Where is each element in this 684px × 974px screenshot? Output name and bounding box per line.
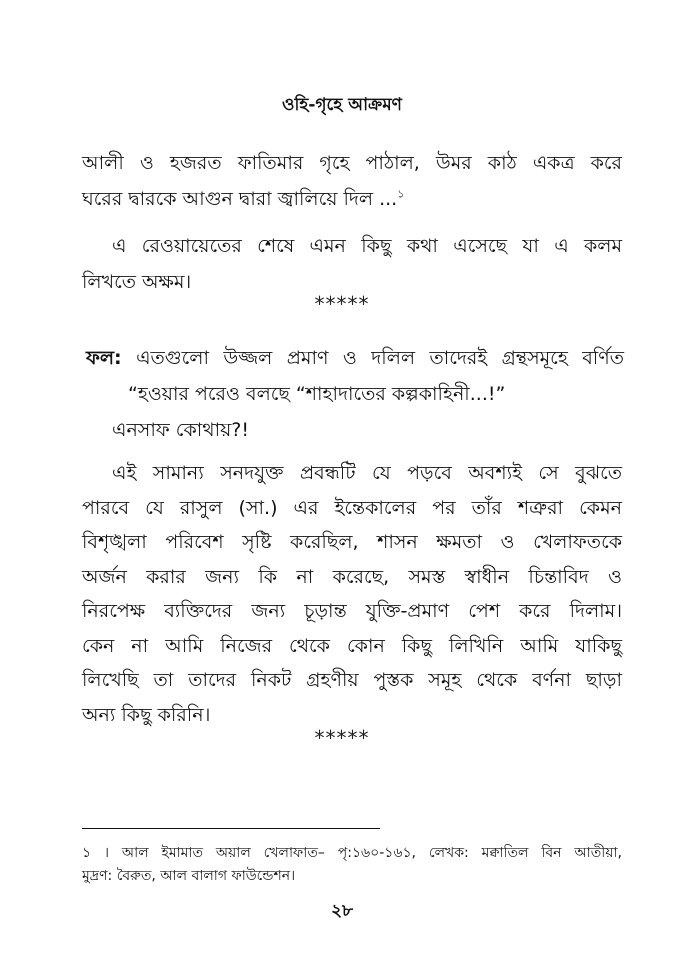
result-paragraph (86, 340, 624, 412)
section-separator: ***** (314, 292, 370, 316)
running-head: ওহি-গৃহে আক্রমণ (282, 95, 402, 115)
question-paragraph (82, 412, 622, 448)
result-line-2: “হওয়ার পরেও বলছে “শাহাদাতের কল্পকাহিনী...!” (128, 383, 506, 405)
footnote-line-2: মুদ্রণ: বৈরুত, আল বালাগ ফাউন্ডেশন। (82, 868, 296, 884)
paragraph-3-line-8: অন্য কিছু করিনি। (82, 703, 211, 726)
footnote-line-1: ১ । আল ইমামাত অয়াল খেলাফাত– পৃ:১৬০-১৬১, লেখক: মক্বাতিল বিন আতীয়া, (82, 845, 622, 861)
paragraph-3-line-7: লিখেছি তা তাদের নিকট গ্রহণীয় পুস্তক সমূহ থেকে বর্ণনা ছাড়া (82, 669, 622, 691)
paragraph-2-line-2: লিখতে অক্ষম। (82, 271, 192, 293)
paragraph-3-line-2: পারবে যে রাসুল (সা.) এর ইন্তেকালের পর তাঁর শত্রুরা কেমন (82, 496, 622, 519)
paragraph-1-line-2-text: ঘরের দ্বারকে আগুন দ্বারা জ্বালিয়ে দিল ... (82, 188, 398, 210)
footnote-divider (82, 828, 380, 829)
page-number: ২৮ (330, 901, 354, 921)
footnote (82, 842, 622, 888)
paragraph-3-line-5: নিরপেক্ষ ব্যক্তিদের জন্য চূড়ান্ত যুক্তি-প্রমাণ পেশ করে দিলাম। (82, 600, 622, 622)
paragraph-3-line-6: কেন না আমি নিজের থেকে কোন কিছু লিখিনি আমি যাকিছু (82, 634, 622, 657)
footnote-reference[interactable]: ১ (397, 187, 405, 201)
question-heading: এনসাফ কোথায়?! (112, 419, 249, 441)
result-line-1 (86, 340, 624, 376)
result-label: ফল: (86, 347, 122, 369)
result-line-1-text: এতগুলো উজ্জল প্রমাণ ও দলিল তাদেরই গ্রন্থসমূহে বর্ণিত (136, 347, 624, 369)
paragraph-1-line-2 (82, 181, 622, 217)
paragraph-1 (82, 145, 622, 217)
paragraph-2-line-1: এ রেওয়ায়েতের শেষে এমন কিছু কথা এসেছে যা এ কলম (112, 235, 622, 257)
paragraph-3 (82, 456, 622, 732)
paragraph-1-line-1: আলী ও হজরত ফাতিমার গৃহে পাঠাল, উমর কাঠ একত্র করে (82, 152, 622, 174)
paragraph-3-line-1: এই সামান্য সনদযুক্ত প্রবন্ধটি যে পড়বে অবশ্যই সে বুঝতে (112, 462, 622, 484)
paragraph-2 (82, 228, 622, 300)
section-separator-end: ***** (314, 726, 370, 750)
paragraph-3-line-4: অর্জন করার জন্য কি না করেছে, সমস্ত স্বাধীন চিন্তাবিদ ও (82, 565, 622, 588)
paragraph-3-line-3: বিশৃঙ্খলা পরিবেশ সৃষ্টি করেছিল, শাসন ক্ষমতা ও খেলাফতকে (82, 531, 622, 553)
